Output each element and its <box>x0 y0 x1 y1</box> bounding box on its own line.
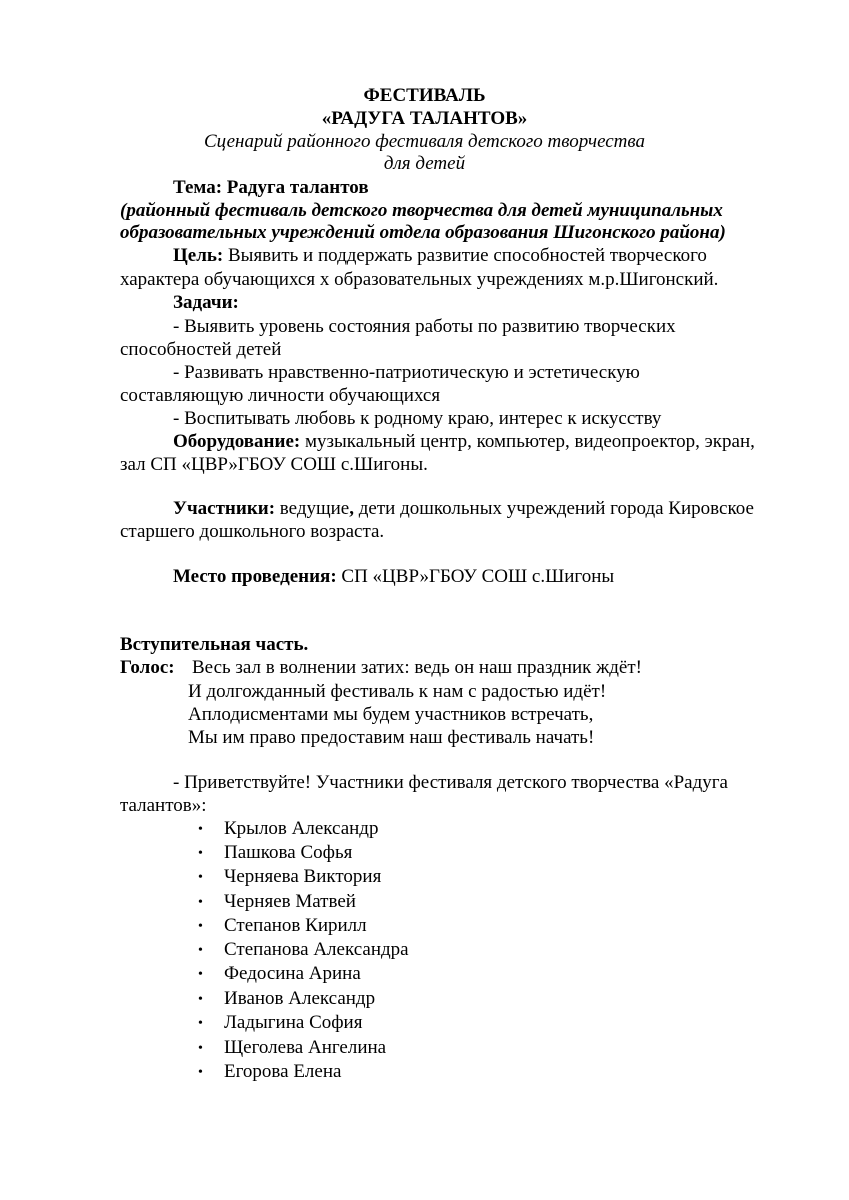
list-item: Щеголева Ангелина <box>224 1037 387 1058</box>
list-item: Крылов Александр <box>224 818 379 839</box>
list-item: Черняева Виктория <box>224 866 382 887</box>
bullet-icon: • <box>198 967 203 982</box>
equipment-line-2: зал СП «ЦВР»ГБОУ СОШ с.Шигоны. <box>120 454 428 475</box>
subtitle-line-2: для детей <box>383 153 466 174</box>
bullet-icon: • <box>198 1016 203 1031</box>
list-item: Федосина Арина <box>224 963 361 984</box>
poem-line-1: Весь зал в волнении затих: ведь он наш праздник ждёт! <box>192 657 642 678</box>
theme-desc-2: образовательных учреждений отдела образования Шигонского района) <box>120 222 726 243</box>
bullet-icon: • <box>198 1065 203 1080</box>
list-item: Степанова Александра <box>224 939 409 960</box>
title-festival: ФЕСТИВАЛЬ <box>363 85 486 106</box>
list-item: Егорова Елена <box>224 1061 342 1082</box>
list-item: Пашкова Софья <box>224 842 353 863</box>
bullet-icon: • <box>198 822 203 837</box>
participants-line-2: старшего дошкольного возраста. <box>120 521 385 542</box>
bullet-icon: • <box>198 895 203 910</box>
venue-line: Место проведения: СП «ЦВР»ГБОУ СОШ с.Шигоны <box>173 566 615 587</box>
list-item: Черняев Матвей <box>224 891 356 912</box>
task-2-line-2: составляющую личности обучающихся <box>120 385 441 406</box>
greeting-line-2: талантов»: <box>120 795 207 816</box>
task-2-line-1: - Развивать нравственно-патриотическую и эстетическую <box>173 362 640 383</box>
goal-line-1: Цель: Выявить и поддержать развитие способностей творческого <box>173 245 707 266</box>
bullet-icon: • <box>198 1041 203 1056</box>
equipment-line-1: Оборудование: музыкальный центр, компьютер, видеопроектор, экран, <box>173 431 755 452</box>
list-item: Иванов Александр <box>224 988 376 1009</box>
title-rainbow-talents: «РАДУГА ТАЛАНТОВ» <box>321 108 528 129</box>
participants-line-1: Участники: ведущие, дети дошкольных учреждений города Кировское <box>173 498 754 519</box>
goal-line-2: характера обучающихся х образовательных учреждениях м.р.Шигонский. <box>120 269 719 290</box>
poem-line-4: Мы им право предоставим наш фестиваль начать! <box>188 727 595 748</box>
intro-heading: Вступительная часть. <box>120 634 309 655</box>
subtitle-line-1: Сценарий районного фестиваля детского творчества <box>203 131 646 152</box>
voice-label: Голос: <box>120 657 175 678</box>
task-3: - Воспитывать любовь к родному краю, интерес к искусству <box>173 408 662 429</box>
theme-desc-1: (районный фестиваль детского творчества для детей муниципальных <box>120 200 723 221</box>
task-1-line-1: - Выявить уровень состояния работы по развитию творческих <box>173 316 676 337</box>
task-1-line-2: способностей детей <box>120 339 282 360</box>
greeting-line-1: - Приветствуйте! Участники фестиваля детского творчества «Радуга <box>173 772 728 793</box>
list-item: Ладыгина София <box>224 1012 363 1033</box>
list-item: Степанов Кирилл <box>224 915 367 936</box>
bullet-icon: • <box>198 870 203 885</box>
bullet-icon: • <box>198 943 203 958</box>
poem-line-3: Аплодисментами мы будем участников встречать, <box>188 704 594 725</box>
bullet-icon: • <box>198 919 203 934</box>
poem-line-2: И долгожданный фестиваль к нам с радостью идёт! <box>188 681 607 702</box>
theme-label: Тема: Радуга талантов <box>173 177 369 198</box>
bullet-icon: • <box>198 846 203 861</box>
bullet-icon: • <box>198 992 203 1007</box>
tasks-label: Задачи: <box>173 292 239 313</box>
